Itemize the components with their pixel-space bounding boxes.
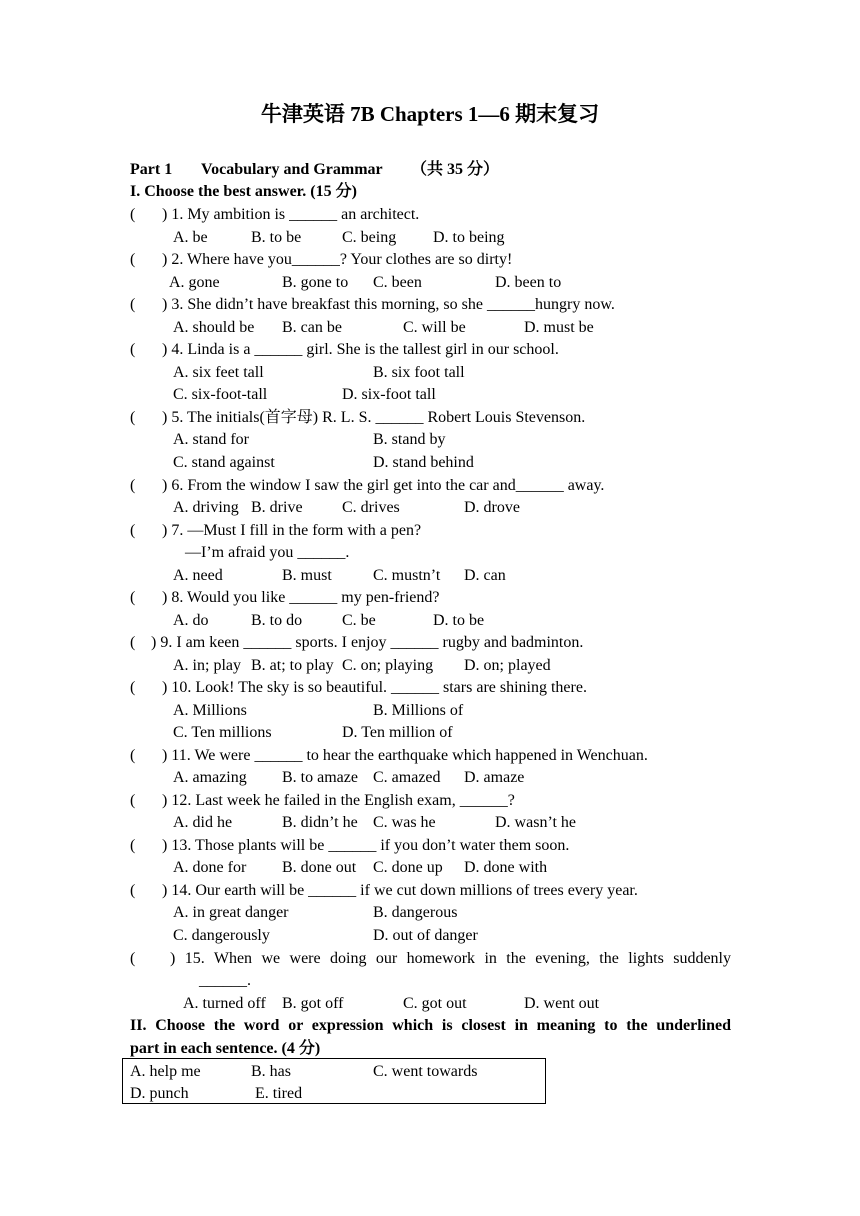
option: B. drive	[251, 499, 303, 516]
option: C. drives	[342, 499, 400, 516]
question-paren: (	[130, 950, 136, 967]
question-paren: (	[130, 522, 136, 539]
word-box-item: A. help me	[130, 1063, 201, 1080]
option: B. got off	[282, 995, 344, 1012]
option: D. done with	[464, 859, 548, 876]
question-paren: (	[130, 251, 136, 268]
question-paren: (	[130, 589, 136, 606]
question-text: ) 7. —Must I fill in the form with a pen?	[162, 522, 422, 539]
option: C. six-foot-tall	[173, 386, 268, 403]
option: A. in; play	[173, 657, 241, 674]
option: D. went out	[524, 995, 600, 1012]
option: C. on; playing	[342, 657, 434, 674]
option: A. gone	[169, 274, 220, 291]
option: A. should be	[173, 319, 255, 336]
option: B. gone to	[282, 274, 349, 291]
section-heading: I. Choose the best answer. (15 分)	[130, 183, 357, 200]
option: A. do	[173, 612, 209, 629]
option: D. to be	[433, 612, 485, 629]
question-text: ) 11. We were ______ to hear the earthquake which happened in Wenchuan.	[162, 747, 648, 764]
question-paren: (	[130, 634, 136, 651]
option: A. did he	[173, 814, 233, 831]
question-text: ) 14. Our earth will be ______ if we cut down millions of trees every year.	[162, 882, 638, 899]
question-text: ) 4. Linda is a ______ girl. She is the tallest girl in our school.	[162, 341, 559, 358]
option: C. will be	[403, 319, 466, 336]
question-text: ) 5. The initials(首字母) R. L. S. ______ Robert Louis Stevenson.	[162, 409, 586, 426]
question-text-continued: —I’m afraid you ______.	[185, 544, 350, 561]
option: C. done up	[373, 859, 443, 876]
option: D. amaze	[464, 769, 525, 786]
question-paren: (	[130, 792, 136, 809]
word-box-item: C. went towards	[373, 1063, 478, 1080]
option: C. amazed	[373, 769, 441, 786]
option: B. stand by	[373, 431, 446, 448]
option: C. been	[373, 274, 422, 291]
question-paren: (	[130, 206, 136, 223]
question-text: ) 1. My ambition is ______ an architect.	[162, 206, 420, 223]
option: A. need	[173, 567, 223, 584]
question-paren: (	[130, 477, 136, 494]
option: C. got out	[403, 995, 467, 1012]
option: B. six foot tall	[373, 364, 465, 381]
option: D. been to	[495, 274, 562, 291]
option: D. must be	[524, 319, 594, 336]
option: B. Millions of	[373, 702, 464, 719]
question-text: ) 12. Last week he failed in the English exam, ______?	[162, 792, 515, 809]
option: C. mustn’t	[373, 567, 441, 584]
option: D. on; played	[464, 657, 551, 674]
option: B. can be	[282, 319, 342, 336]
part-label: Part 1	[130, 161, 173, 178]
word-box-item: E. tired	[255, 1085, 303, 1102]
option: C. dangerously	[173, 927, 270, 944]
part-name: Vocabulary and Grammar	[201, 161, 383, 178]
option: C. being	[342, 229, 397, 246]
question-text: ) 13. Those plants will be ______ if you don’t water them soon.	[162, 837, 570, 854]
section-heading-continued: part in each sentence. (4 分)	[130, 1040, 321, 1057]
option: A. Millions	[173, 702, 247, 719]
question-text: ) 6. From the window I saw the girl get into the car and______ away.	[162, 477, 605, 494]
option: D. drove	[464, 499, 520, 516]
option: C. was he	[373, 814, 436, 831]
option: B. at; to play	[251, 657, 334, 674]
question-paren: (	[130, 837, 136, 854]
part-score: （共 35 分）	[411, 161, 500, 178]
page-title: 牛津英语 7B Chapters 1—6 期末复习	[260, 102, 600, 126]
question-text: ) 9. I am keen ______ sports. I enjoy ______ rugby and badminton.	[151, 634, 584, 651]
question-paren: (	[130, 882, 136, 899]
question-text: ) 2. Where have you______? Your clothes are so dirty!	[162, 251, 513, 268]
question-text-continued: ______.	[199, 972, 251, 989]
question-paren: (	[130, 747, 136, 764]
option: A. in great danger	[173, 904, 289, 921]
option: D. Ten million of	[342, 724, 453, 741]
question-paren: (	[130, 341, 136, 358]
question-paren: (	[130, 679, 136, 696]
option: A. six feet tall	[173, 364, 264, 381]
option: B. to be	[251, 229, 302, 246]
option: D. six-foot tall	[342, 386, 436, 403]
option: A. driving	[173, 499, 239, 516]
option: B. to amaze	[282, 769, 358, 786]
option: A. amazing	[173, 769, 247, 786]
option: C. Ten millions	[173, 724, 272, 741]
option: D. out of danger	[373, 927, 478, 944]
word-box-item: B. has	[251, 1063, 291, 1080]
option: B. done out	[282, 859, 357, 876]
option: C. be	[342, 612, 376, 629]
option: D. to being	[433, 229, 505, 246]
question-paren: (	[130, 296, 136, 313]
question-text: ) 8. Would you like ______ my pen-friend?	[162, 589, 440, 606]
option: C. stand against	[173, 454, 275, 471]
option: A. stand for	[173, 431, 249, 448]
option: B. must	[282, 567, 332, 584]
option: A. done for	[173, 859, 247, 876]
question-paren: (	[130, 409, 136, 426]
option: A. be	[173, 229, 208, 246]
question-text: ) 15. When we were doing our homework in the evening, the lights suddenly	[170, 950, 731, 967]
option: B. didn’t he	[282, 814, 358, 831]
question-text: ) 3. She didn’t have breakfast this morning, so she ______hungry now.	[162, 296, 615, 313]
question-text: ) 10. Look! The sky is so beautiful. ______ stars are shining there.	[162, 679, 587, 696]
option: D. can	[464, 567, 506, 584]
section-heading: II. Choose the word or expression which is closest in meaning to the underlined	[130, 1017, 731, 1034]
option: B. dangerous	[373, 904, 458, 921]
option: B. to do	[251, 612, 303, 629]
option: A. turned off	[183, 995, 266, 1012]
option: D. wasn’t he	[495, 814, 577, 831]
option: D. stand behind	[373, 454, 474, 471]
word-box-item: D. punch	[130, 1085, 189, 1102]
